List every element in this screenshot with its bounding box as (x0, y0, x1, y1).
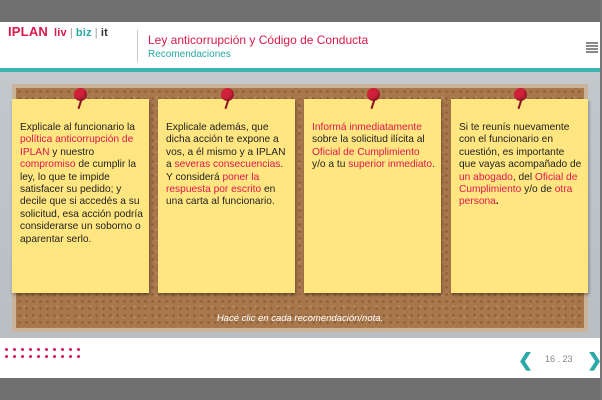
note-text: y/o de (521, 184, 555, 196)
note-highlight-text: Oficial de Cumplimiento (312, 146, 420, 158)
note-highlight-text: política anticorrupción de IPLAN (20, 134, 134, 158)
note-highlight-text: un abogado (459, 171, 513, 183)
note-text: . (495, 196, 499, 208)
logo-it-text: it (100, 27, 108, 39)
note-text: en una carta al funcionario. (166, 184, 276, 208)
note-text: , del (512, 171, 535, 183)
note-highlight-text: Oficial de Cumplimiento (459, 171, 578, 196)
note-text: Explicale al funcionario la (20, 122, 135, 133)
note-highlight-text: Informá inmediatamente (312, 122, 422, 133)
chevron-left-icon[interactable]: ❮ (518, 350, 534, 370)
note-2[interactable] (158, 99, 295, 293)
note-text: y nuestro (49, 146, 95, 158)
note-highlight-text: severas consecuencias (174, 159, 281, 171)
page-title: Ley anticorrupción y Código de Conducta (148, 33, 369, 47)
note-3[interactable] (304, 99, 441, 293)
note-text: . Y considerá (166, 159, 284, 183)
pushpin-icon (221, 88, 235, 110)
logo-main-text: IPLAN (8, 24, 48, 39)
note-text: Explicale además, que dicha acción te expone a vos, a él mismo y a IPLAN a (166, 122, 286, 171)
top-letterbox-bar (0, 0, 600, 22)
page-subtitle: Recomendaciones (148, 49, 231, 60)
note-highlight-text: poner la respuesta por escrito (166, 171, 262, 196)
header-divider (137, 30, 138, 62)
note-1[interactable] (12, 99, 149, 293)
note-text: sobre la solicitud ilícita al (312, 134, 425, 146)
progress-dots (5, 348, 83, 358)
bottom-letterbox-bar (0, 378, 600, 400)
footer (0, 338, 600, 378)
chevron-right-icon[interactable]: ❯ (587, 350, 602, 370)
logo-biz-text: biz (75, 27, 92, 39)
pushpin-icon (74, 88, 88, 110)
note-highlight-text: otra persona (459, 184, 573, 208)
note-highlight-text: compromiso (20, 159, 76, 171)
instruction-text: Hacé clic en cada recomendación/nota. (216, 313, 384, 324)
note-text: Si te reunís nuevamente con el funcionario en cuestión, es importante que vayas acompañado de (459, 122, 582, 171)
hamburger-menu-icon[interactable] (586, 42, 598, 53)
page-counter: 16 . 23 (545, 354, 573, 364)
logo-liv-text: liv (54, 27, 67, 39)
note-text: y/o a tu (312, 159, 349, 171)
logo-separator: | (94, 27, 98, 39)
note-4[interactable] (451, 99, 588, 293)
pushpin-icon (367, 88, 381, 110)
pushpin-icon (514, 88, 528, 110)
iplan-logo (8, 24, 108, 39)
note-highlight-text: superior inmediato (348, 159, 433, 171)
note-text: de cumplir la ley, lo que te impide satisfacer su pedido; y decile que si accedés a su solicitud, esa acción podría considerarse un soborno o aparentar serlo. (20, 159, 143, 245)
logo-separator: | (69, 27, 73, 39)
note-text: . (432, 159, 435, 171)
